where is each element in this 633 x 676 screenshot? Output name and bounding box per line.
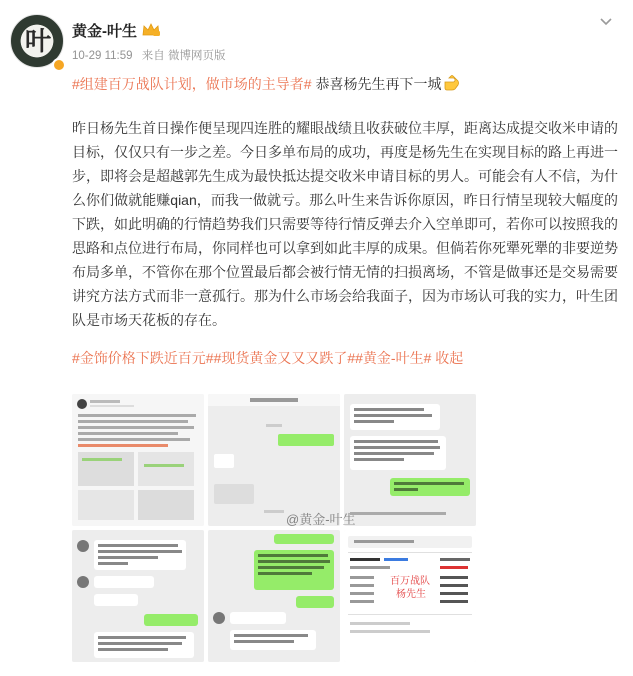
post-image-4-content [72,530,204,662]
pointing-hand-icon [443,75,461,91]
post-image-4[interactable] [72,530,204,662]
svg-text:杨先生: 杨先生 [396,589,426,600]
post-image-3-content [344,394,476,526]
post-image-6-content [344,530,476,662]
post-image-5[interactable] [208,530,340,662]
post-image-3[interactable] [344,394,476,526]
tag-links[interactable]: #金饰价格下跌近百元##现货黄金又又又跌了##黄金-叶生# [72,350,432,366]
author-name[interactable]: 黄金-叶生 [72,23,137,40]
post-tags [72,348,618,368]
post-meta [72,47,231,63]
topic-link[interactable]: #组建百万战队计划，做市场的主导者# [72,76,312,92]
post-headline: 恭喜杨先生再下一城 [311,76,442,92]
post-image-2[interactable] [208,394,340,526]
post-content [72,74,618,368]
post-first-line [72,74,618,94]
post-image-1-content [72,394,204,526]
post-image-2-content [208,394,340,526]
chevron-down-icon[interactable] [597,12,615,30]
post-image-5-content [208,530,340,662]
verified-badge-icon [52,58,66,72]
post-image-6[interactable] [344,530,476,662]
image-grid [72,394,477,664]
post-image-1[interactable] [72,394,204,526]
post-source: 来自 微博网页版 [141,50,226,62]
post-body: 昨日杨先生首日操作便呈现四连胜的耀眼战绩且收获破位丰厚，距离达成提交收米申请的目标，仅仅只有一步之差。今日多单布局的成功，再度是杨先生在实现目标的路上再进一步，即将会是超越郭先生成为最快抵达提交收米申请目标的男人。可能会有人不信，为什么你们做就能赚qian，而我一做就亏。那么叶生来告诉你原因，昨日行情呈现较大幅度的下跌，如此明确的行情趋势我们只需要等待行情反弹去介入空单即可，若你可以按照我的思路和点位进行布局，你同样也可以拿到如此丰厚的成果。但倘若你死犟死犟的非要逆势布局多单，不管你在那个位置最后都会被行情无情的扫损离场，不管是做事还是交易需要讲究方法方式而非一意孤行。那为什么市场会给我面子，因为市场认可我的实力，叶生团队是市场天花板的存在。 [72,120,618,328]
image-watermark: @黄金-叶生 [286,512,356,527]
post-header [0,0,633,70]
post-time[interactable]: 10-29 11:59 [72,50,133,62]
avatar-char: 叶 [24,27,51,57]
crown-icon[interactable] [141,22,161,37]
collapse-link[interactable]: 收起 [431,350,464,366]
svg-text:百万战队: 百万战队 [390,576,430,587]
